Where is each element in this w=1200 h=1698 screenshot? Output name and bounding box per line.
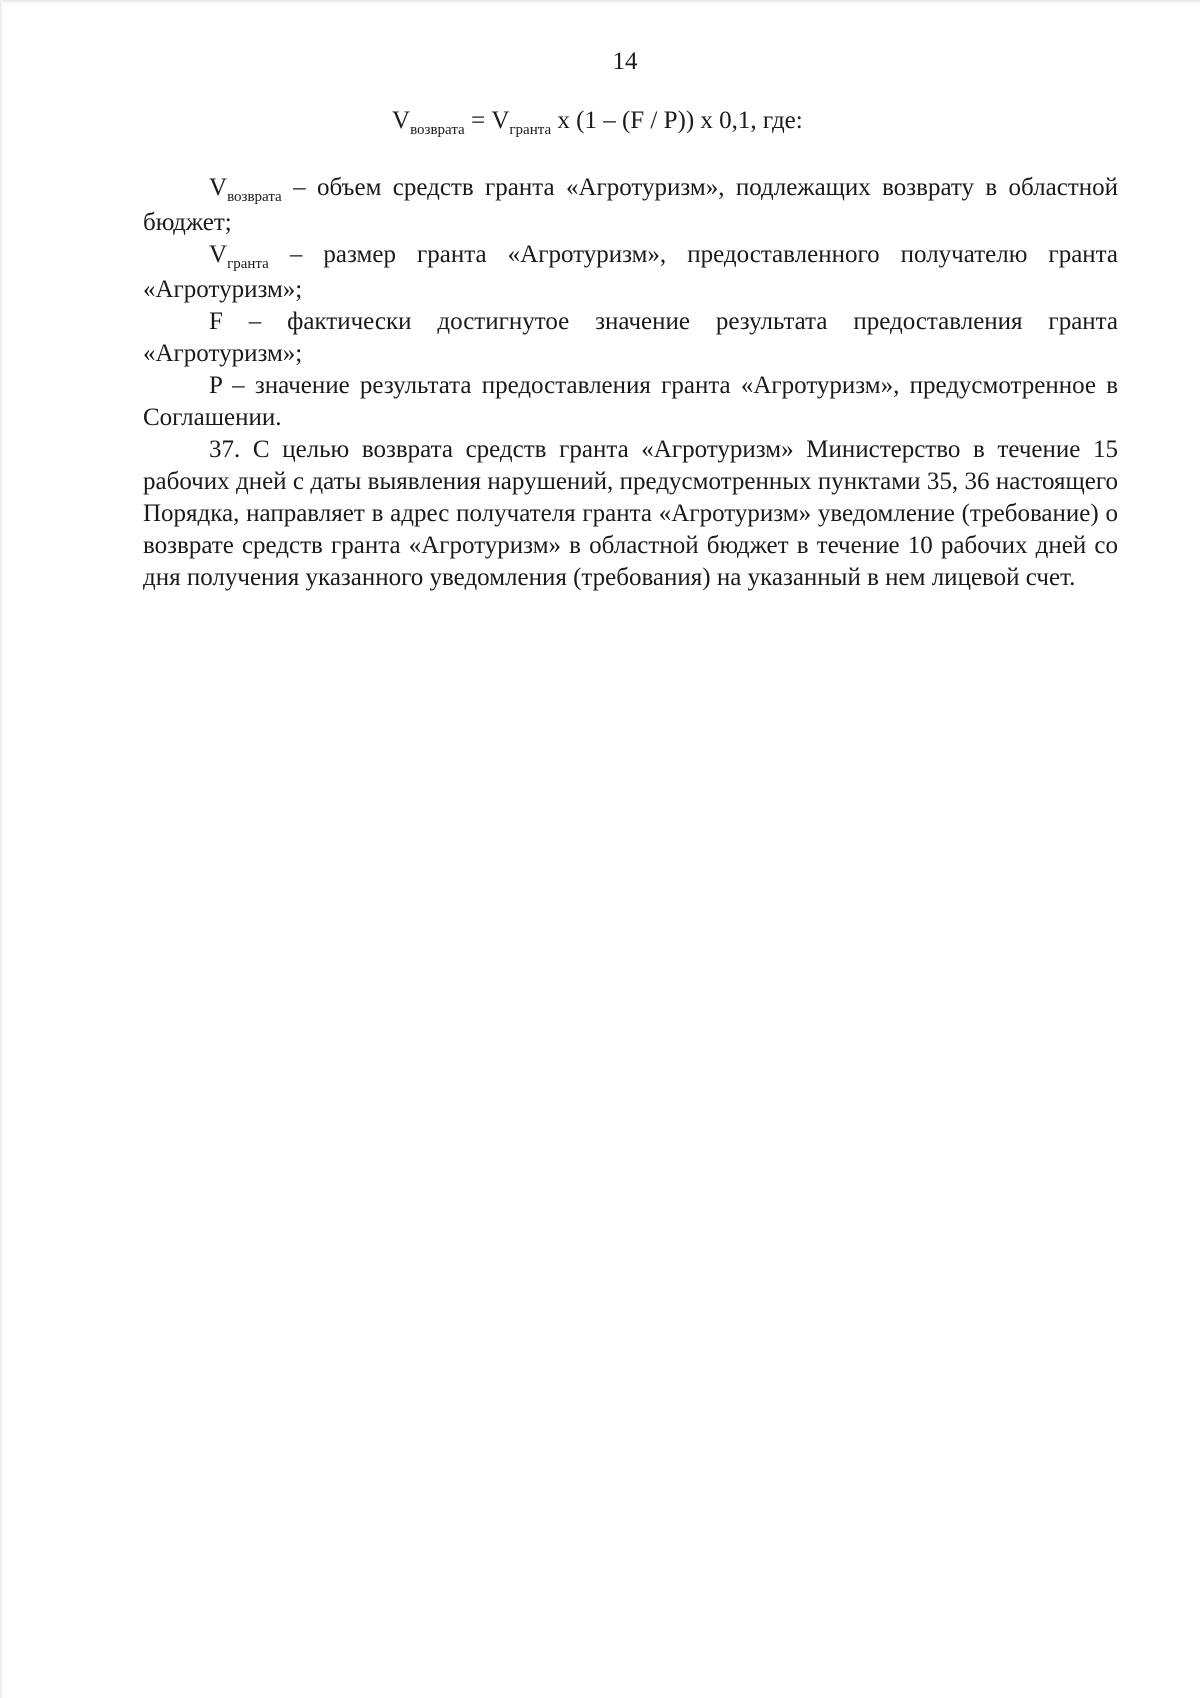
definition-subscript: возврата bbox=[227, 189, 282, 205]
definition-f bbox=[143, 306, 1118, 370]
definition-text: – объем средств гранта «Агротуризм», подлежащих возврату в областной бюджет; bbox=[143, 174, 1118, 236]
formula-rhs-subscript: гранта bbox=[509, 122, 552, 138]
page-number: 14 bbox=[612, 48, 638, 75]
definition-text: – значение результата предоставления гранта «Агротуризм», предусмотренное в Соглашении. bbox=[143, 372, 1118, 431]
definition-text: – фактически достигнутое значение результата предоставления гранта «Агротуризм»; bbox=[143, 308, 1118, 367]
scan-edge-left bbox=[0, 0, 3, 1698]
return-formula bbox=[392, 107, 803, 138]
definition-symbol: F bbox=[209, 308, 223, 335]
formula-rhs-symbol: V bbox=[491, 107, 510, 134]
definition-text: – размер гранта «Агротуризм», предоставленного получателю гранта «Агротуризм»; bbox=[143, 241, 1118, 303]
definition-p bbox=[143, 370, 1118, 434]
definition-symbol: V bbox=[209, 174, 228, 201]
document-body bbox=[143, 172, 1118, 594]
definition-v-grant bbox=[143, 239, 1118, 306]
formula-lhs-symbol: V bbox=[392, 107, 411, 134]
definition-symbol: V bbox=[209, 241, 228, 268]
definition-subscript: гранта bbox=[227, 256, 269, 272]
formula-equals: = bbox=[464, 107, 492, 134]
definition-symbol: P bbox=[209, 372, 222, 399]
scan-edge-top bbox=[0, 0, 1200, 4]
formula-lhs-subscript: возврата bbox=[410, 122, 465, 138]
formula-rhs-expression: x (1 – (F / P)) x 0,1, где: bbox=[551, 107, 803, 134]
paragraph-37: 37. С целью возврата средств гранта «Агротуризм» Министерство в течение 15 рабочих дней с даты выявления нарушений, предусмотренных пунктами 35, 36 настоящего Порядка, направляет в адрес получателя гранта «Агротуризм» уведомление (требование) о возврате средств гранта «Агротуризм» в областной бюджет в течение 10 рабочих дней со дня получения указанного уведомления (требования) на указанный в нем лицевой счет. bbox=[143, 436, 1118, 591]
definition-v-return bbox=[143, 172, 1118, 239]
